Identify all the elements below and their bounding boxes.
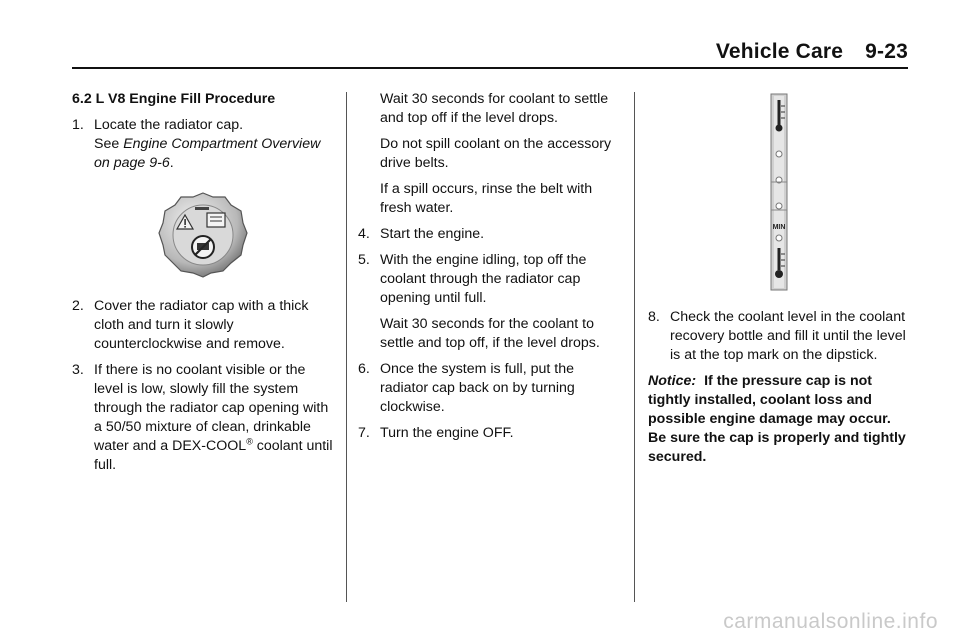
step-3-body	[94, 361, 334, 475]
notice	[648, 372, 910, 467]
step-3-text-b: coolant until full.	[94, 438, 333, 473]
step-6-text: Once the system is full, put the radiator cap back on by turning clockwise.	[380, 361, 575, 415]
step-5	[358, 251, 623, 308]
step-5-text: With the engine idling, top off the coolant through the radiator cap opening until full.	[380, 252, 587, 306]
step-1-text: Locate the radiator cap.	[94, 117, 244, 133]
step-3-continued-spill: Do not spill coolant on the accessory drive belts.	[380, 136, 612, 171]
step-8	[648, 308, 910, 365]
step-3-continued-rinse: If a spill occurs, rinse the belt with fresh water.	[380, 181, 593, 216]
column-3	[648, 90, 910, 474]
step-7-number: 7.	[358, 425, 370, 441]
coolant-dipstick-icon	[759, 92, 799, 292]
step-3	[72, 361, 334, 475]
step-1-body	[94, 116, 334, 173]
step-6-number: 6.	[358, 361, 370, 377]
radiator-cap-icon	[155, 189, 251, 279]
header-title	[716, 40, 908, 64]
step-2-text: Cover the radiator cap with a thick cloth and turn it slowly counterclockwise and remove.	[94, 298, 309, 352]
step-1-number: 1.	[72, 117, 84, 133]
step-8-number: 8.	[648, 309, 660, 325]
radiator-cap-figure	[72, 189, 334, 279]
step-5-number: 5.	[358, 252, 370, 268]
step-1	[72, 116, 334, 173]
step-7	[358, 424, 623, 443]
column-2	[358, 90, 623, 450]
page-number: 9-23	[865, 40, 908, 63]
step-3-text-a: If there is no coolant visible or the level is low, slowly fill the system through the radiator cap opening with a 50/50 mixture of clean, drinkable water and a DEX-COOL	[94, 362, 329, 454]
registered-mark: ®	[246, 436, 253, 447]
step-4-text: Start the engine.	[380, 226, 485, 242]
column-divider-2	[634, 92, 635, 602]
section-title: Vehicle Care	[715, 40, 844, 63]
step-6	[358, 360, 623, 417]
column-1	[72, 90, 334, 482]
notice-label: Notice:	[648, 373, 697, 389]
step-2-number: 2.	[72, 298, 84, 314]
column-divider-1	[346, 92, 347, 602]
step-1-period: .	[169, 155, 174, 171]
dipstick-min-label: MIN	[772, 224, 786, 231]
section-heading: 6.2 L V8 Engine Fill Procedure	[72, 91, 276, 107]
header-rule	[72, 67, 908, 69]
step-3-number: 3.	[72, 362, 84, 378]
dipstick-figure	[648, 92, 910, 292]
step-5-continued: Wait 30 seconds for the coolant to settle and top off, if the level drops.	[380, 316, 600, 351]
watermark: carmanualsonline.info	[723, 610, 938, 633]
notice-text: If the pressure cap is not tightly installed, coolant loss and possible engine damage may occur. Be sure the cap is properly and tightly secured.	[648, 373, 906, 465]
step-8-text: Check the coolant level in the coolant recovery bottle and fill it until the level is at the top mark on the dipstick.	[670, 309, 906, 363]
step-4	[358, 225, 623, 244]
step-4-number: 4.	[358, 226, 370, 242]
step-7-text: Turn the engine OFF.	[380, 425, 514, 441]
page-header	[72, 38, 908, 68]
step-2	[72, 297, 334, 354]
step-3-continued-wait: Wait 30 seconds for coolant to settle and top off if the level drops.	[380, 91, 609, 126]
step-1-reference-link[interactable]: Engine Compartment Overview on page 9-6	[94, 136, 321, 171]
step-1-see: See	[94, 136, 120, 152]
